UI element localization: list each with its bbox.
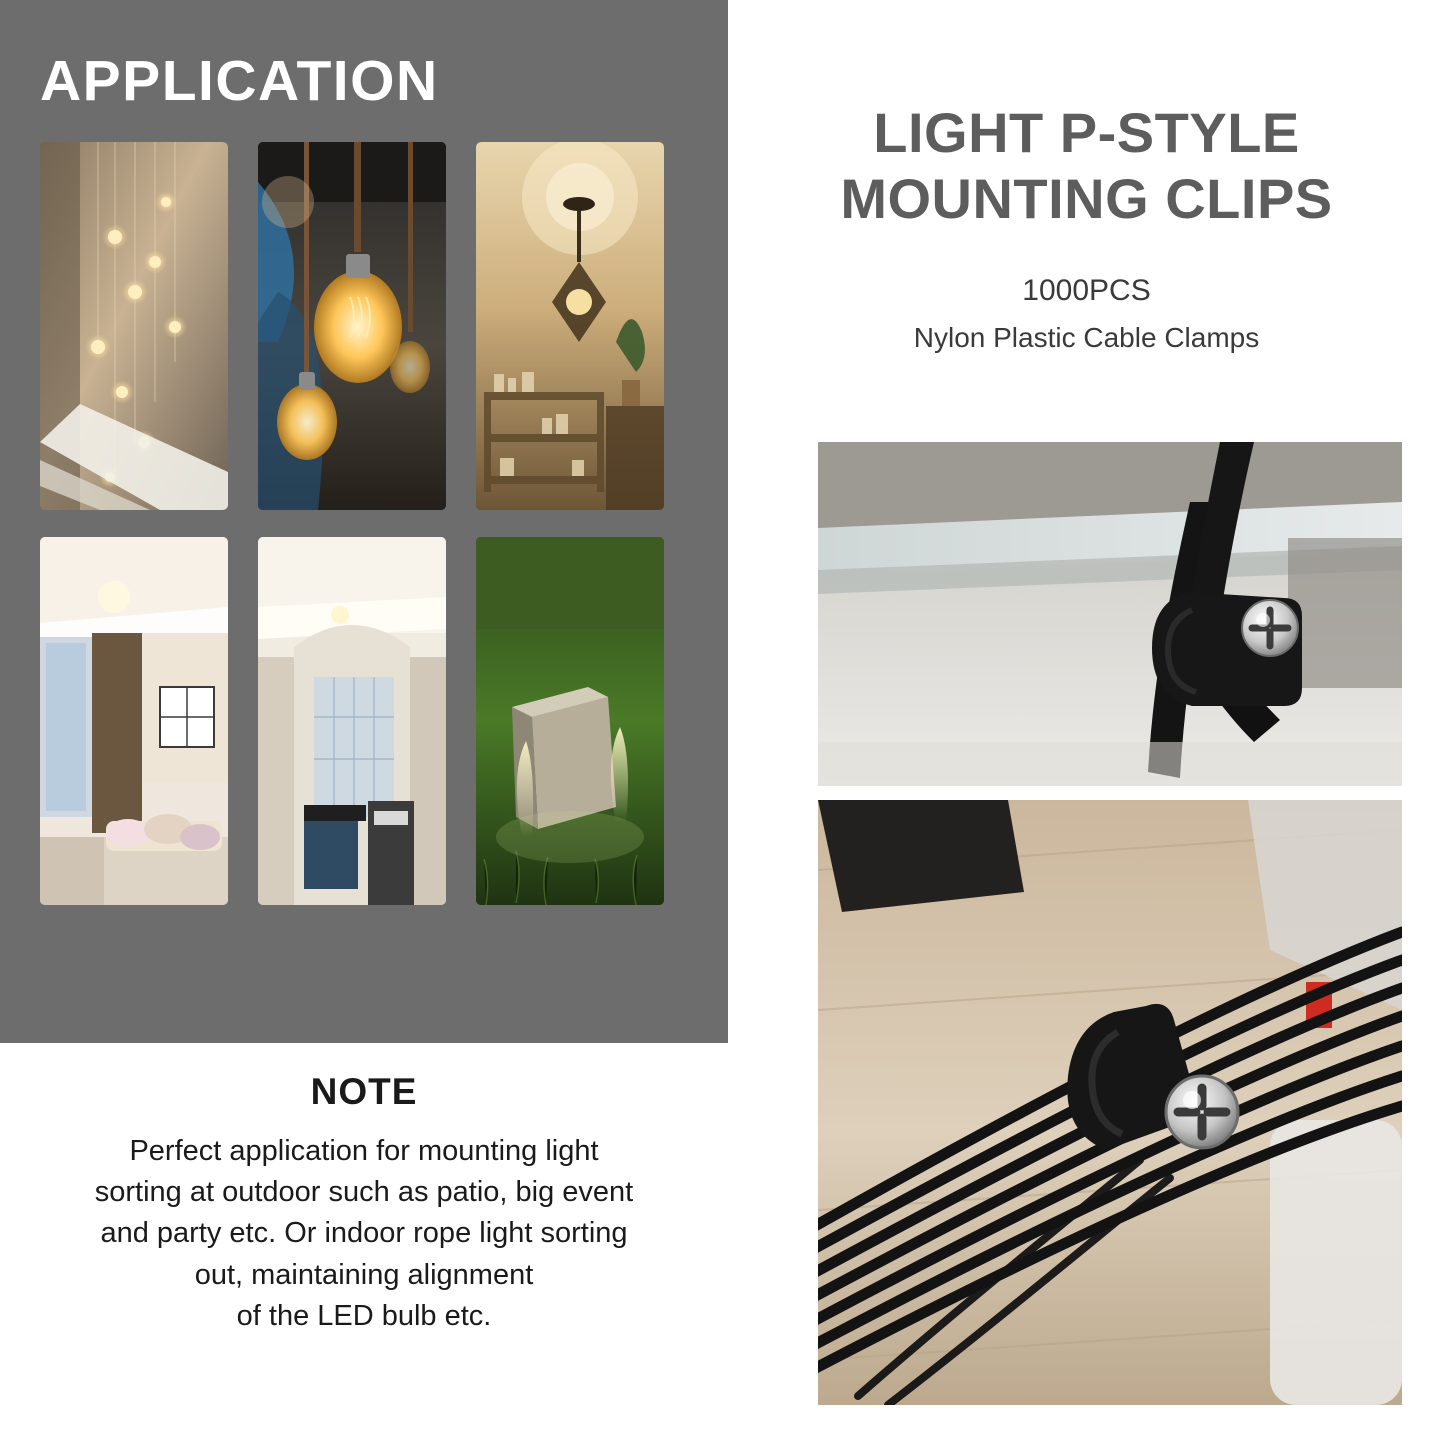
right-column [728,0,1445,1445]
note-line-1: Perfect application for mounting light [129,1135,599,1167]
gallery-image-edison-bulb-pendants [258,142,446,510]
product-subtitle: Nylon Plastic Cable Clamps [913,322,1260,354]
note-line-4: out, maintaining alignment [194,1258,534,1291]
quantity-label: 1000PCS [1022,274,1151,308]
note-section [0,1043,728,1445]
product-photo-clip-bundling-cables [818,800,1402,1405]
gallery-image-cafe-ceiling-lamp [476,142,664,510]
gallery-image-bedroom-cove-lighting [40,537,228,905]
note-title: NOTE [310,1071,418,1112]
note-line-5: of the LED bulb etc. [236,1299,492,1332]
headline-line-1: LIGHT P-STYLE [873,101,1300,164]
note-line-3: and party etc. Or indoor rope light sorting [100,1217,628,1250]
note-body [36,1131,692,1337]
product-hero [728,0,1445,1445]
application-panel [0,0,728,1043]
application-title: APPLICATION [40,49,439,113]
headline-line-2: MOUNTING CLIPS [840,167,1333,231]
application-gallery [40,142,698,905]
gallery-image-outdoor-garden-uplight [476,537,664,905]
note-line-2: sorting at outdoor such as patio, big event [94,1176,634,1209]
gallery-image-crystal-pendant-stairwell [40,142,228,510]
product-headline [728,0,1445,232]
product-photo-clip-on-glass-table-edge [818,442,1402,786]
gallery-image-bathroom-ceiling-light [258,537,446,905]
